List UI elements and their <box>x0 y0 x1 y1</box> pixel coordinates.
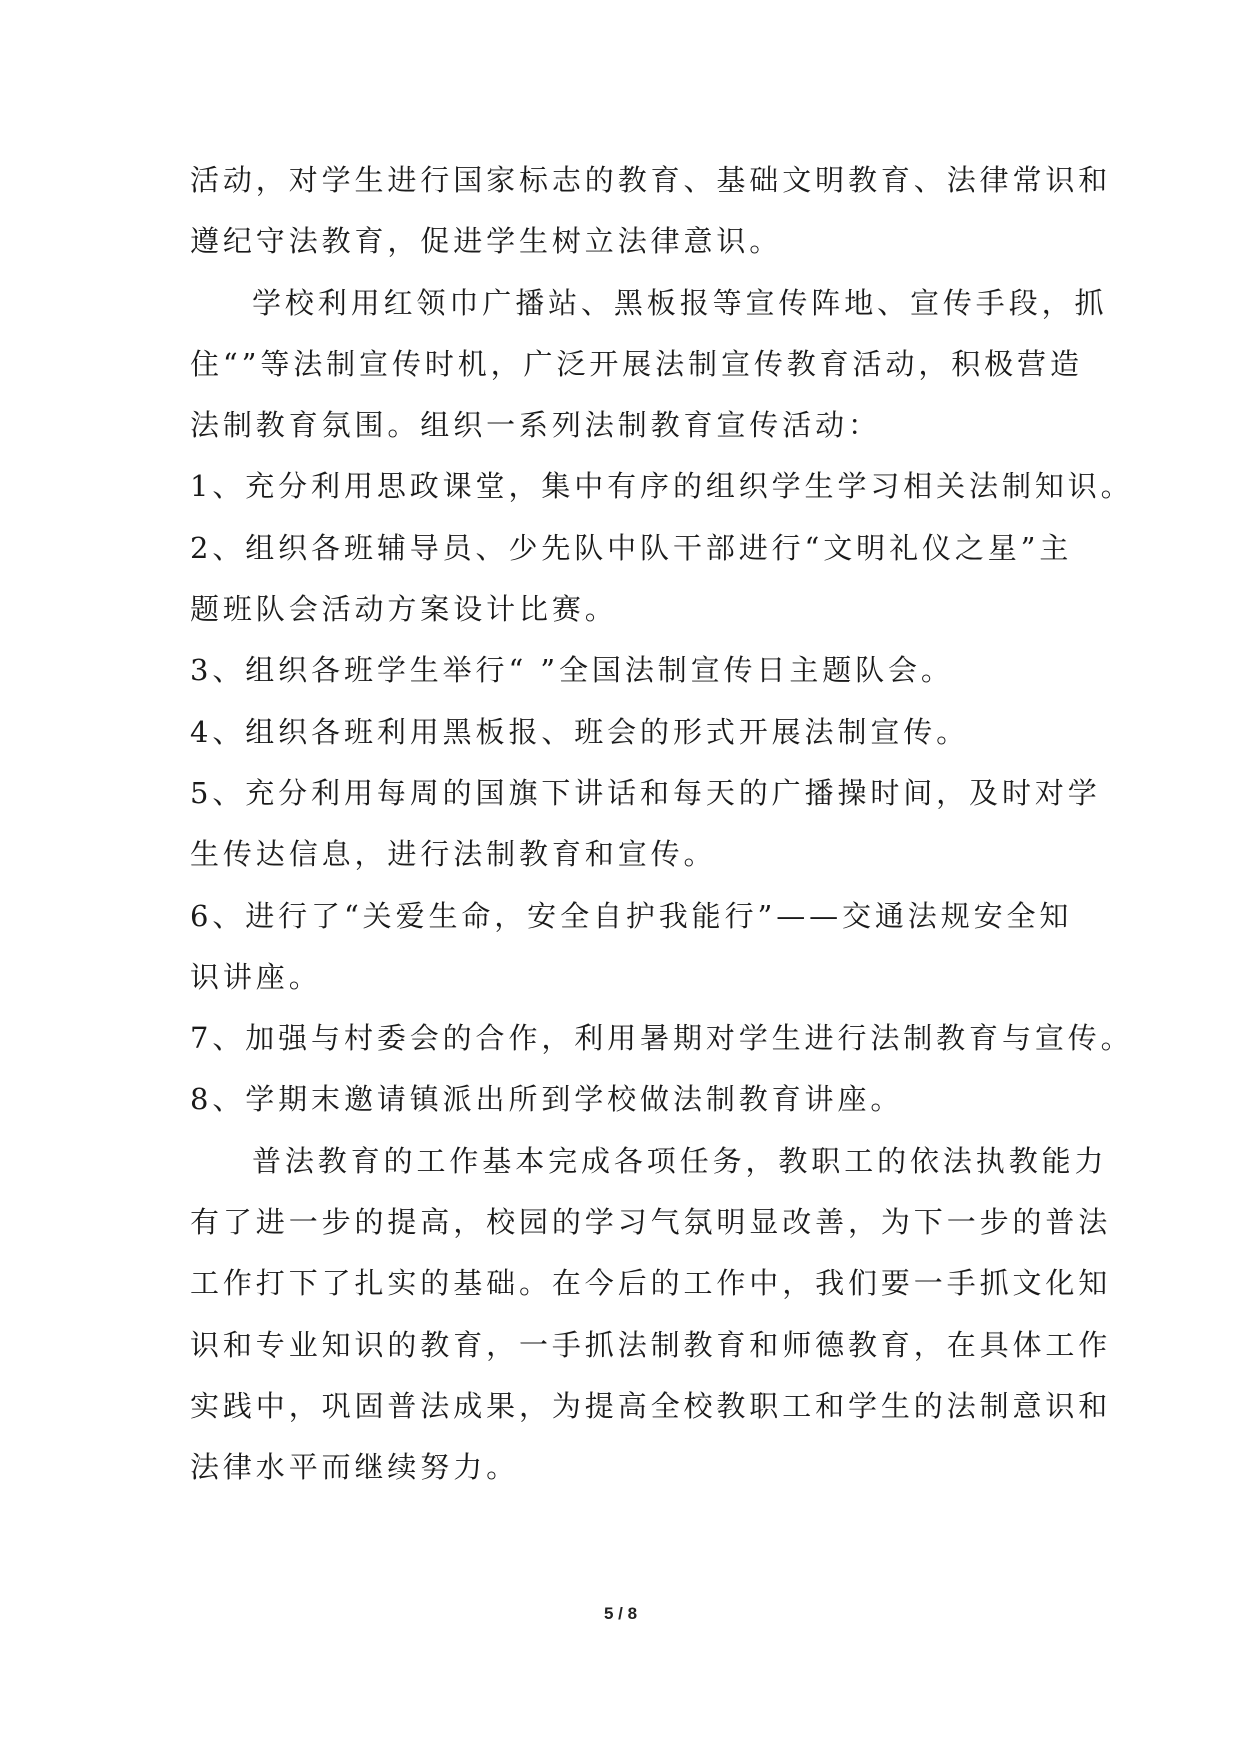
text-line: 法制教育氛围。组织一系列法制教育宣传活动： <box>190 408 881 443</box>
page-number: 5 / 8 <box>603 1604 638 1623</box>
text-line: 有了进一步的提高，校园的学习气氛明显改善，为下一步的普法 <box>190 1205 1112 1240</box>
text-line: 识讲座。 <box>190 959 322 994</box>
text-line: 实践中，巩固普法成果，为提高全校教职工和学生的法制意识和 <box>190 1388 1112 1423</box>
paragraph-first-line: 普法教育的工作基本完成各项任务，教职工的依法执教能力 <box>252 1143 1108 1178</box>
paragraph-first-line: 学校利用红领巾广播站、黑板报等宣传阵地、宣传手段，抓 <box>252 285 1108 320</box>
list-item: 8、学期末邀请镇派出所到学校做法制教育讲座。 <box>190 1082 904 1117</box>
text-line: 遵纪守法教育，促进学生树立法律意识。 <box>190 224 783 259</box>
body-text <box>190 150 1134 1499</box>
text-line: 生传达信息，进行法制教育和宣传。 <box>190 837 717 872</box>
text-line: 活动，对学生进行国家标志的教育、基础文明教育、法律常识和 <box>190 163 1112 197</box>
text-line: 识和专业知识的教育，一手抓法制教育和师德教育，在具体工作 <box>190 1327 1112 1362</box>
list-item: 3、组织各班学生举行“ ”全国法制宣传日主题队会。 <box>190 653 954 688</box>
text-line: 题班队会活动方案设计比赛。 <box>190 592 618 627</box>
list-item: 1、充分利用思政课堂，集中有序的组织学生学习相关法制知识。 <box>190 469 1134 504</box>
text-line: 住“”等法制宣传时机，广泛开展法制宣传教育活动，积极营造 <box>190 346 1083 381</box>
list-item: 4、组织各班利用黑板报、班会的形式开展法制宣传。 <box>190 714 970 749</box>
text-line: 工作打下了扎实的基础。在今后的工作中，我们要一手抓文化知 <box>190 1266 1112 1301</box>
list-item: 6、进行了“关爱生命，安全自护我能行”——交通法规安全知 <box>190 898 1073 933</box>
list-item: 2、组织各班辅导员、少先队中队干部进行“文明礼仪之星”主 <box>190 530 1073 565</box>
list-item: 7、加强与村委会的合作，利用暑期对学生进行法制教育与宣传。 <box>190 1021 1134 1056</box>
text-line: 法律水平而继续努力。 <box>190 1450 520 1485</box>
list-item: 5、充分利用每周的国旗下讲话和每天的广播操时间，及时对学 <box>190 775 1101 810</box>
